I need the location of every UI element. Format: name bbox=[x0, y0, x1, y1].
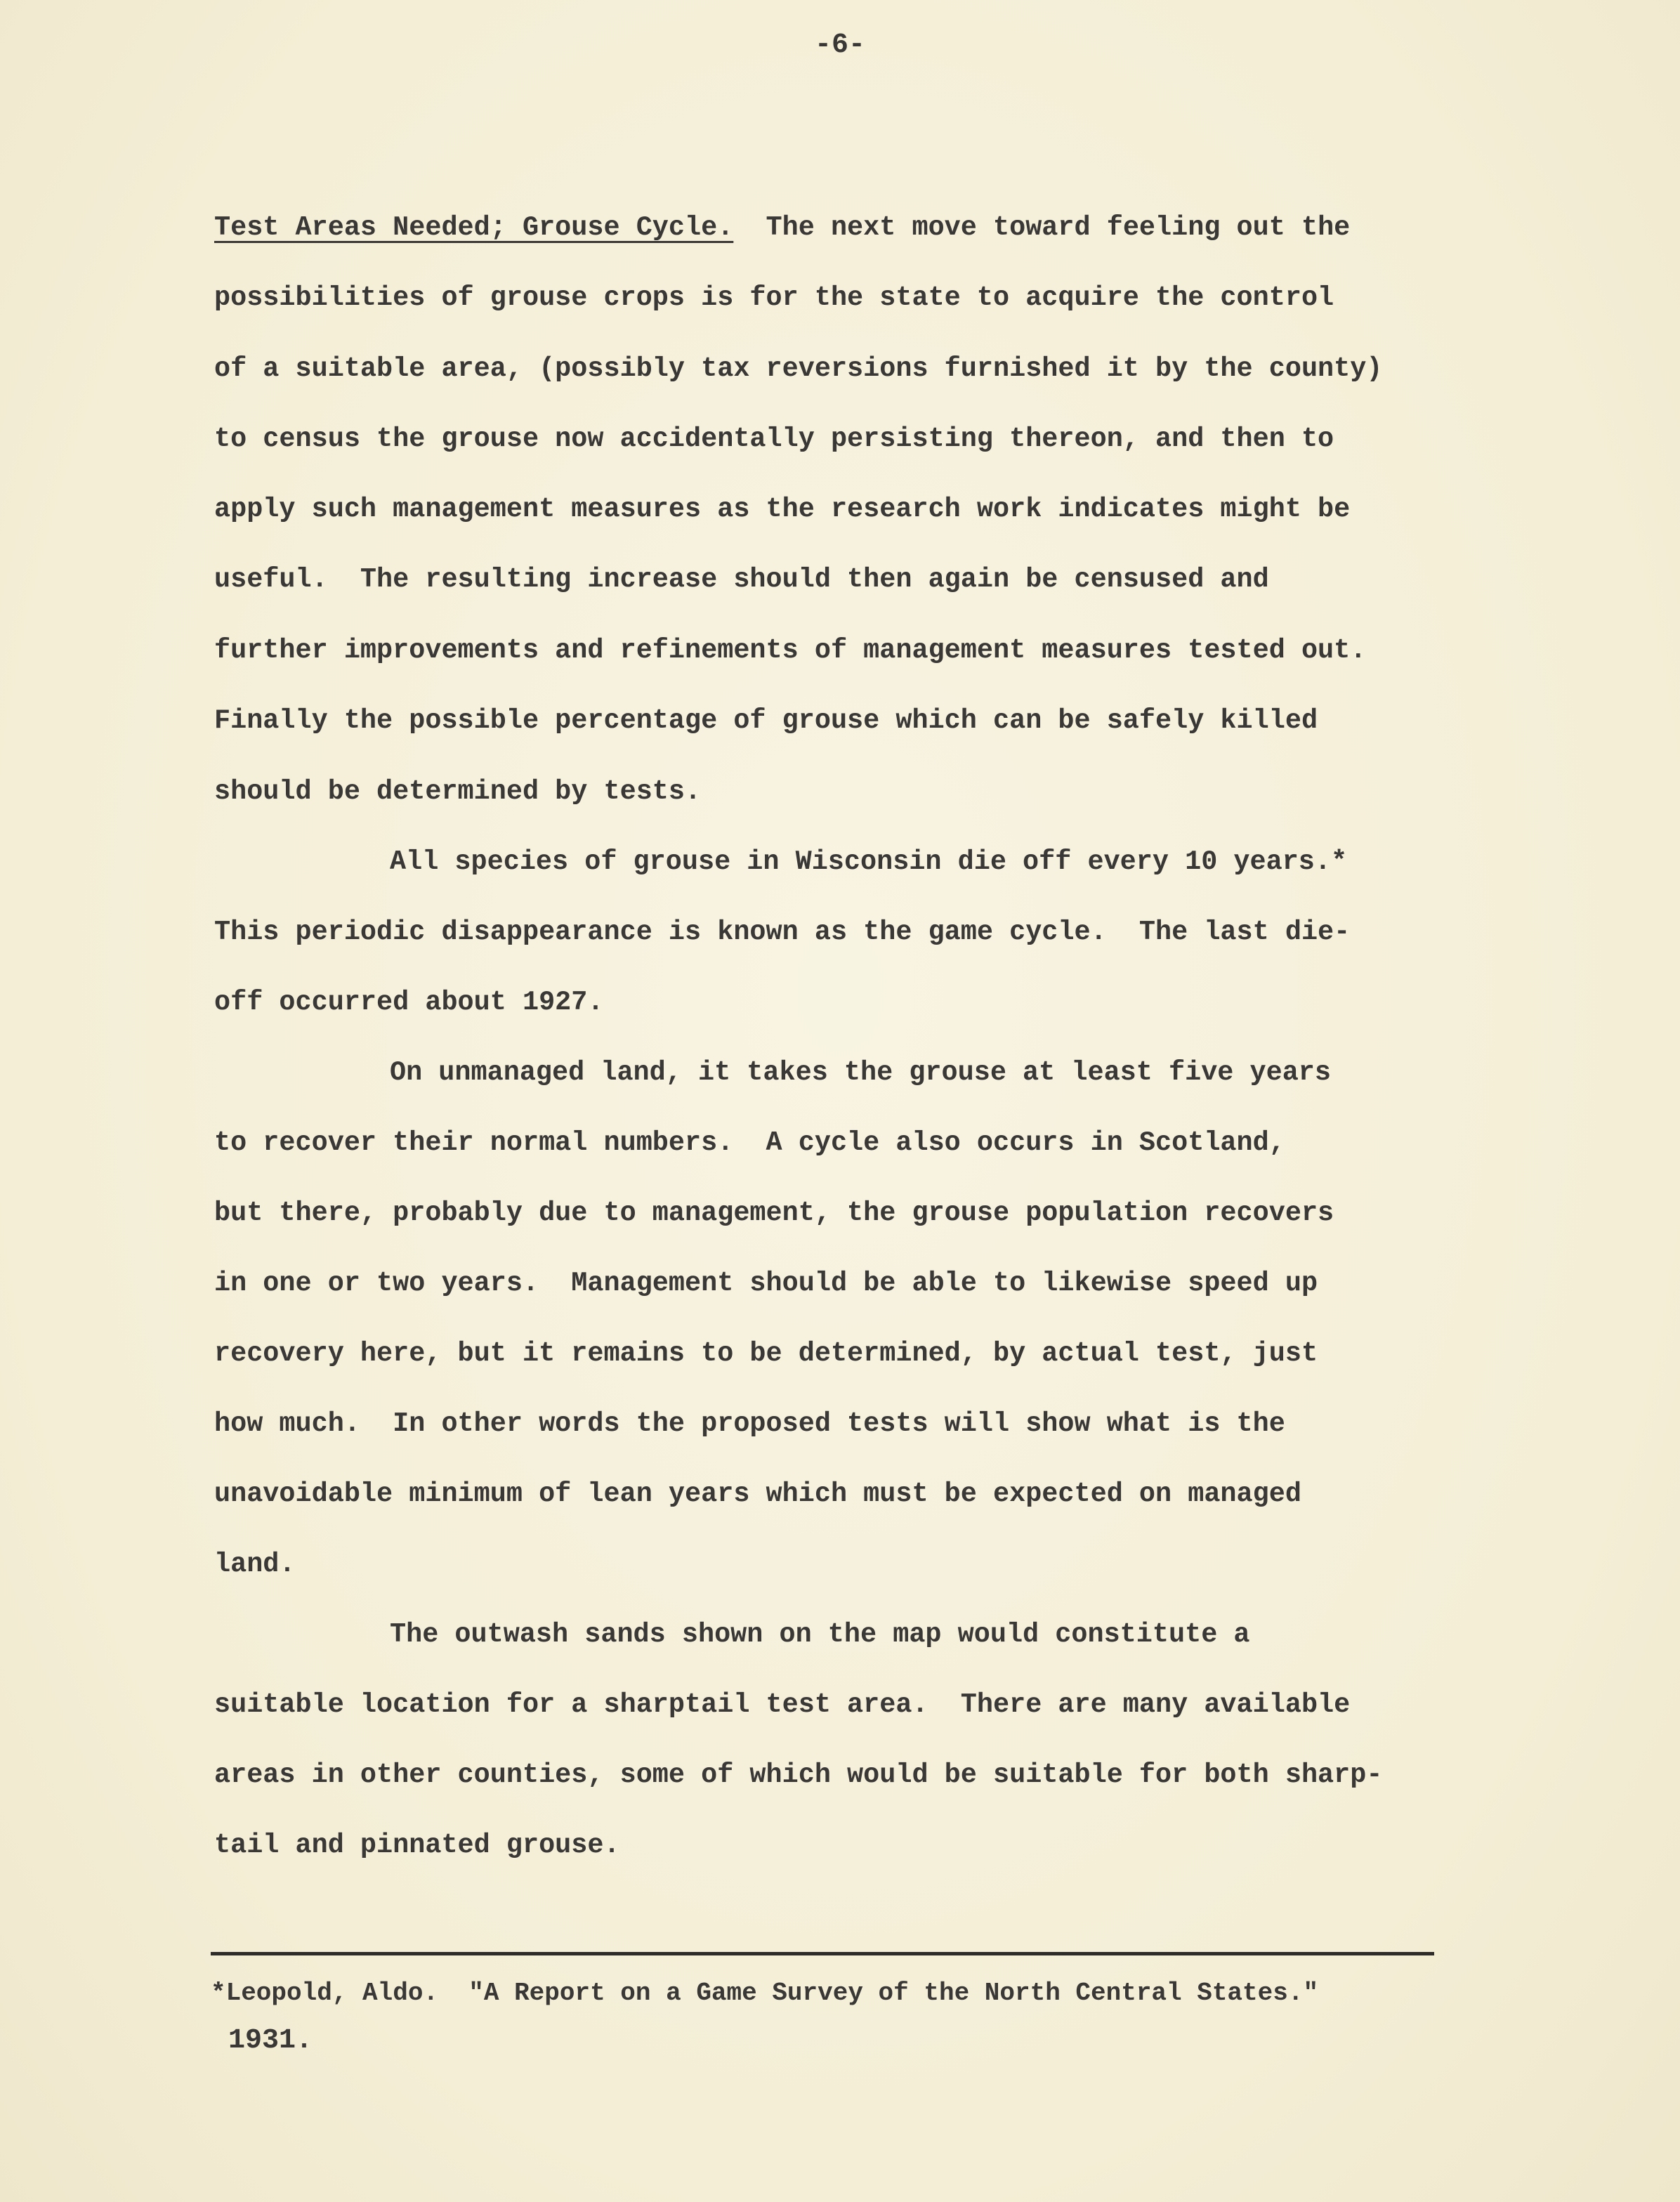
footnote-line-2: 1931. bbox=[228, 2025, 313, 2057]
paragraph-1-line-5: apply such management measures as the research work indicates might be bbox=[214, 494, 1351, 525]
section-heading: Test Areas Needed; Grouse Cycle. bbox=[214, 212, 734, 243]
page-number: -6- bbox=[814, 30, 865, 61]
footnote-divider bbox=[211, 1952, 1434, 1955]
paragraph-3-line-4: in one or two years. Management should be able to likewise speed up bbox=[214, 1268, 1318, 1299]
paragraph-3-line-2: to recover their normal numbers. A cycle also occurs in Scotland, bbox=[214, 1127, 1285, 1158]
paragraph-1-line-4: to census the grouse now accidentally persisting thereon, and then to bbox=[214, 424, 1334, 454]
paragraph-4-line-1: The outwash sands shown on the map would constitute a bbox=[390, 1619, 1250, 1650]
paragraph-1-line-1 bbox=[214, 214, 1350, 242]
paragraph-4-line-2: suitable location for a sharptail test area. There are many available bbox=[214, 1689, 1351, 1720]
footnote-line-1: *Leopold, Aldo. "A Report on a Game Survey of the North Central States." bbox=[211, 1979, 1319, 2007]
paragraph-2-line-3: off occurred about 1927. bbox=[214, 987, 604, 1018]
paragraph-2-line-2: This periodic disappearance is known as the game cycle. The last die- bbox=[214, 917, 1351, 948]
paragraph-4-line-4: tail and pinnated grouse. bbox=[214, 1830, 620, 1861]
paragraph-1-line-7: further improvements and refinements of management measures tested out. bbox=[214, 635, 1367, 666]
paragraph-3-line-8: land. bbox=[214, 1549, 296, 1580]
paragraph-1-line-9: should be determined by tests. bbox=[214, 776, 702, 807]
paragraph-3-line-6: how much. In other words the proposed tests will show what is the bbox=[214, 1408, 1285, 1439]
paragraph-2-line-1: All species of grouse in Wisconsin die off every 10 years.* bbox=[390, 846, 1348, 877]
paragraph-1-line-8: Finally the possible percentage of grouse which can be safely killed bbox=[214, 705, 1318, 736]
heading-followup-text: The next move toward feeling out the bbox=[733, 212, 1351, 243]
paragraph-1-line-3: of a suitable area, (possibly tax reversions furnished it by the county) bbox=[214, 353, 1383, 384]
paragraph-1-line-6: useful. The resulting increase should then again be censused and bbox=[214, 564, 1269, 595]
paragraph-3-line-3: but there, probably due to management, the grouse population recovers bbox=[214, 1198, 1334, 1228]
paragraph-1-line-2: possibilities of grouse crops is for the state to acquire the control bbox=[214, 282, 1334, 313]
paragraph-3-line-5: recovery here, but it remains to be determined, by actual test, just bbox=[214, 1338, 1318, 1369]
paragraph-4-line-3: areas in other counties, some of which would be suitable for both sharp- bbox=[214, 1759, 1383, 1790]
paragraph-3-line-7: unavoidable minimum of lean years which must be expected on managed bbox=[214, 1479, 1301, 1509]
paragraph-3-line-1: On unmanaged land, it takes the grouse at least five years bbox=[390, 1057, 1332, 1088]
